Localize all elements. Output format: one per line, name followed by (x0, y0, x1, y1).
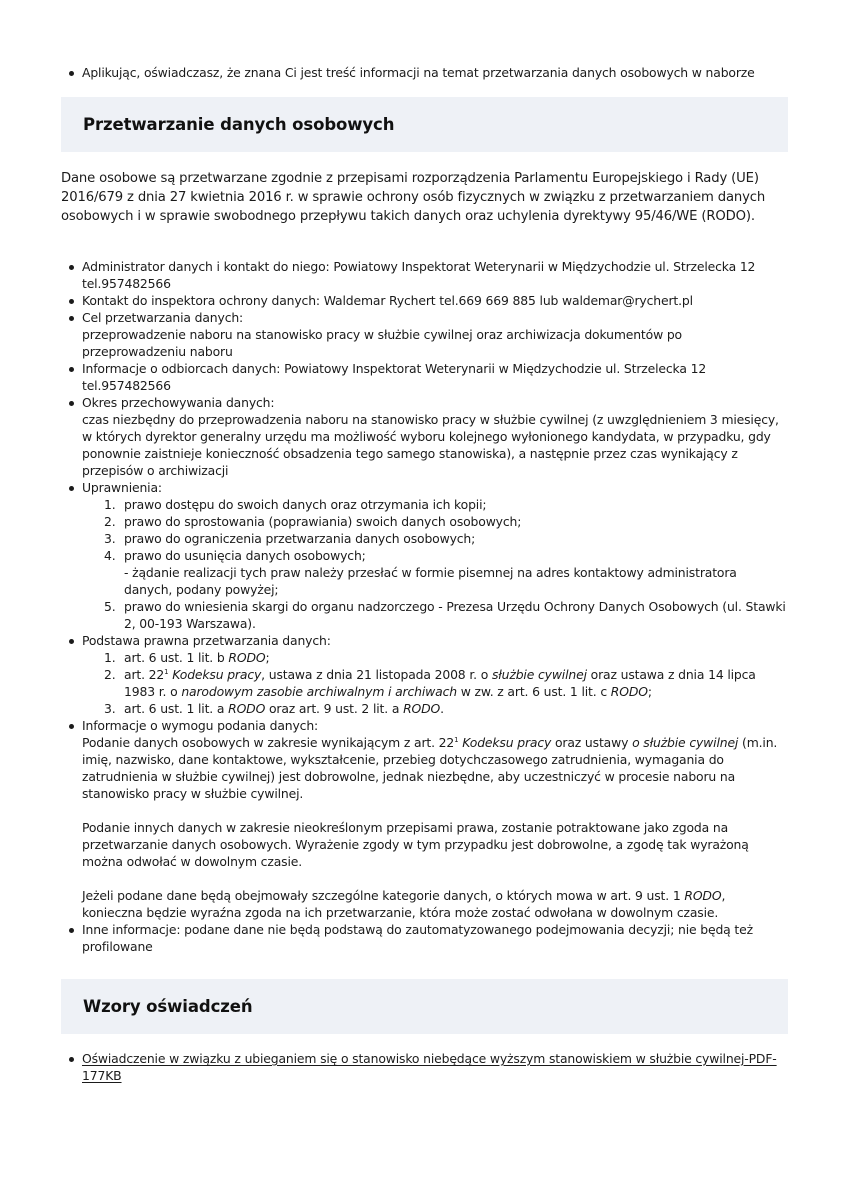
requirement-paragraph-3: Jeżeli podane dane będą obejmowały szczególne kategorie danych, o których mowa w art. 9 ust. 1 RODO, konieczna będzie wyraźna zgoda na ich przetwarzanie, która może zostać odwołana w dowolnym czasie. (82, 888, 726, 920)
list-item-purpose (61, 309, 788, 360)
purpose-text: przeprowadzenie naboru na stanowisko pracy w służbie cywilnej oraz archiwizacja dokumentów po przeprowadzeniu naboru (82, 327, 682, 359)
list-item: Aplikując, oświadczasz, że znana Ci jest treść informacji na temat przetwarzania danych osobowych w naborze (61, 64, 788, 81)
legal-basis-list (82, 649, 788, 717)
list-item-legal-basis (61, 632, 788, 717)
rights-note: - żądanie realizacji tych praw należy przesłać w formie pisemnej na adres kontaktowy administratora danych, podany powyżej; (124, 565, 737, 597)
list-item-requirement (61, 717, 788, 921)
rights-label: Uprawnienia: (82, 480, 162, 495)
list-item-dpo-contact: Kontakt do inspektora ochrony danych: Waldemar Rychert tel.669 669 885 lub waldemar@rychert.pl (61, 292, 788, 309)
top-list (61, 64, 788, 81)
legal-basis-item: 3. art. 6 ust. 1 lit. a RODO oraz art. 9 ust. 2 lit. a RODO. (104, 701, 444, 716)
purpose-label: Cel przetwarzania danych: (82, 310, 244, 325)
rights-item: 5. prawo do wniesienia skargi do organu nadzorczego - Prezesa Urzędu Ochrony Danych Osobowych (ul. Stawki 2, 00-193 Warszawa). (104, 599, 786, 631)
statement-pdf-link[interactable]: Oświadczenie w związku z ubieganiem się o stanowisko niebędące wyższym stanowiskiem w służbie cywilnej-PDF-177KB (82, 1051, 777, 1083)
list-item-other-info: Inne informacje: podane dane nie będą podstawą do zautomatyzowanego podejmowania decyzji; nie będą też profilowane (61, 921, 788, 955)
section-title: Przetwarzanie danych osobowych (83, 115, 395, 134)
legal-basis-label: Podstawa prawna przetwarzania danych: (82, 633, 331, 648)
list-item-administrator: Administrator danych i kontakt do niego: Powiatowy Inspektorat Weterynarii w Międzychodzie ul. Strzelecka 12 tel.957482566 (61, 258, 788, 292)
list-item-retention (61, 394, 788, 479)
rights-item: 3. prawo do ograniczenia przetwarzania danych osobowych; (104, 531, 476, 546)
rights-item: 4. prawo do usunięcia danych osobowych; - żądanie realizacji tych praw należy przesłać w formie pisemnej na adres kontaktowy administratora danych, podany powyżej; (82, 547, 788, 598)
requirement-paragraph-1: Podanie danych osobowych w zakresie wynikającym z art. $22^1$ Kodeksu pracy oraz ustawy o służbie cywilnej (m.in. imię, nazwisko, dane kontaktowe, wykształcenie, przebieg dotychczasowego zatrudnienia, wymagania do zatrudnienia w służbie cywilnej) jest dobrowolne, jednak niezbędne, aby uczestniczyć w procesie naboru na stanowisko pracy w służbie cywilnej. (82, 735, 778, 801)
processing-info-list (61, 258, 788, 955)
list-item (61, 1050, 788, 1084)
legal-basis-item: 1. art. 6 ust. 1 lit. b RODO; (104, 650, 270, 665)
rights-item: 1. prawo dostępu do swoich danych oraz otrzymania ich kopii; (104, 497, 487, 512)
section-title: Wzory oświadczeń (83, 997, 253, 1016)
retention-text: czas niezbędny do przeprowadzenia naboru na stanowisko pracy w służbie cywilnej (z uwzględnieniem 3 miesięcy, w których dyrektor generalny urzędu ma możliwość wyboru kolejnego wyłonionego kandydata, w przypadku, gdy ponownie zaistnieje konieczność obsadzenia tego samego stanowiska), a następnie przez czas wynikający z przepisów o archiwizacji (82, 412, 779, 478)
rights-item: 2. prawo do sprostowania (poprawiania) swoich danych osobowych; (104, 514, 522, 529)
retention-label: Okres przechowywania danych: (82, 395, 275, 410)
legal-basis-item: 2. art. $22^1$ Kodeksu pracy, ustawa z dnia 21 listopada 2008 r. o służbie cywilnej oraz ustawa z dnia 14 lipca 1983 r. o narodowym zasobie archiwalnym i archiwach w zw. z art. 6 ust. 1 lit. c RODO; (104, 667, 756, 699)
requirement-label: Informacje o wymogu podania danych: (82, 718, 319, 733)
intro-paragraph: Dane osobowe są przetwarzane zgodnie z przepisami rozporządzenia Parlamentu Europejskiego i Rady (UE) 2016/679 z dnia 27 kwietnia 2016 r. w sprawie ochrony osób fizycznych w związku z przetwarzaniem danych osobowych i w sprawie swobodnego przepływu takich danych oraz uchylenia dyrektywy 95/46/WE (RODO). (61, 171, 766, 224)
rights-list (82, 496, 788, 632)
requirement-paragraph-2: Podanie innych danych w zakresie nieokreślonym przepisami prawa, zostanie potraktowane jako zgoda na przetwarzanie danych osobowych. Wyrażenie zgody w tym przypadku jest dobrowolne, a zgodę tak wyrażoną można odwołać w dowolnym czasie. (82, 820, 749, 869)
section-header-templates (61, 979, 788, 1034)
list-item-recipients: Informacje o odbiorcach danych: Powiatowy Inspektorat Weterynarii w Międzychodzie ul. Strzelecka 12 tel.957482566 (61, 360, 788, 394)
list-item-rights (61, 479, 788, 632)
templates-list (61, 1050, 788, 1084)
section-header-processing (61, 97, 788, 152)
